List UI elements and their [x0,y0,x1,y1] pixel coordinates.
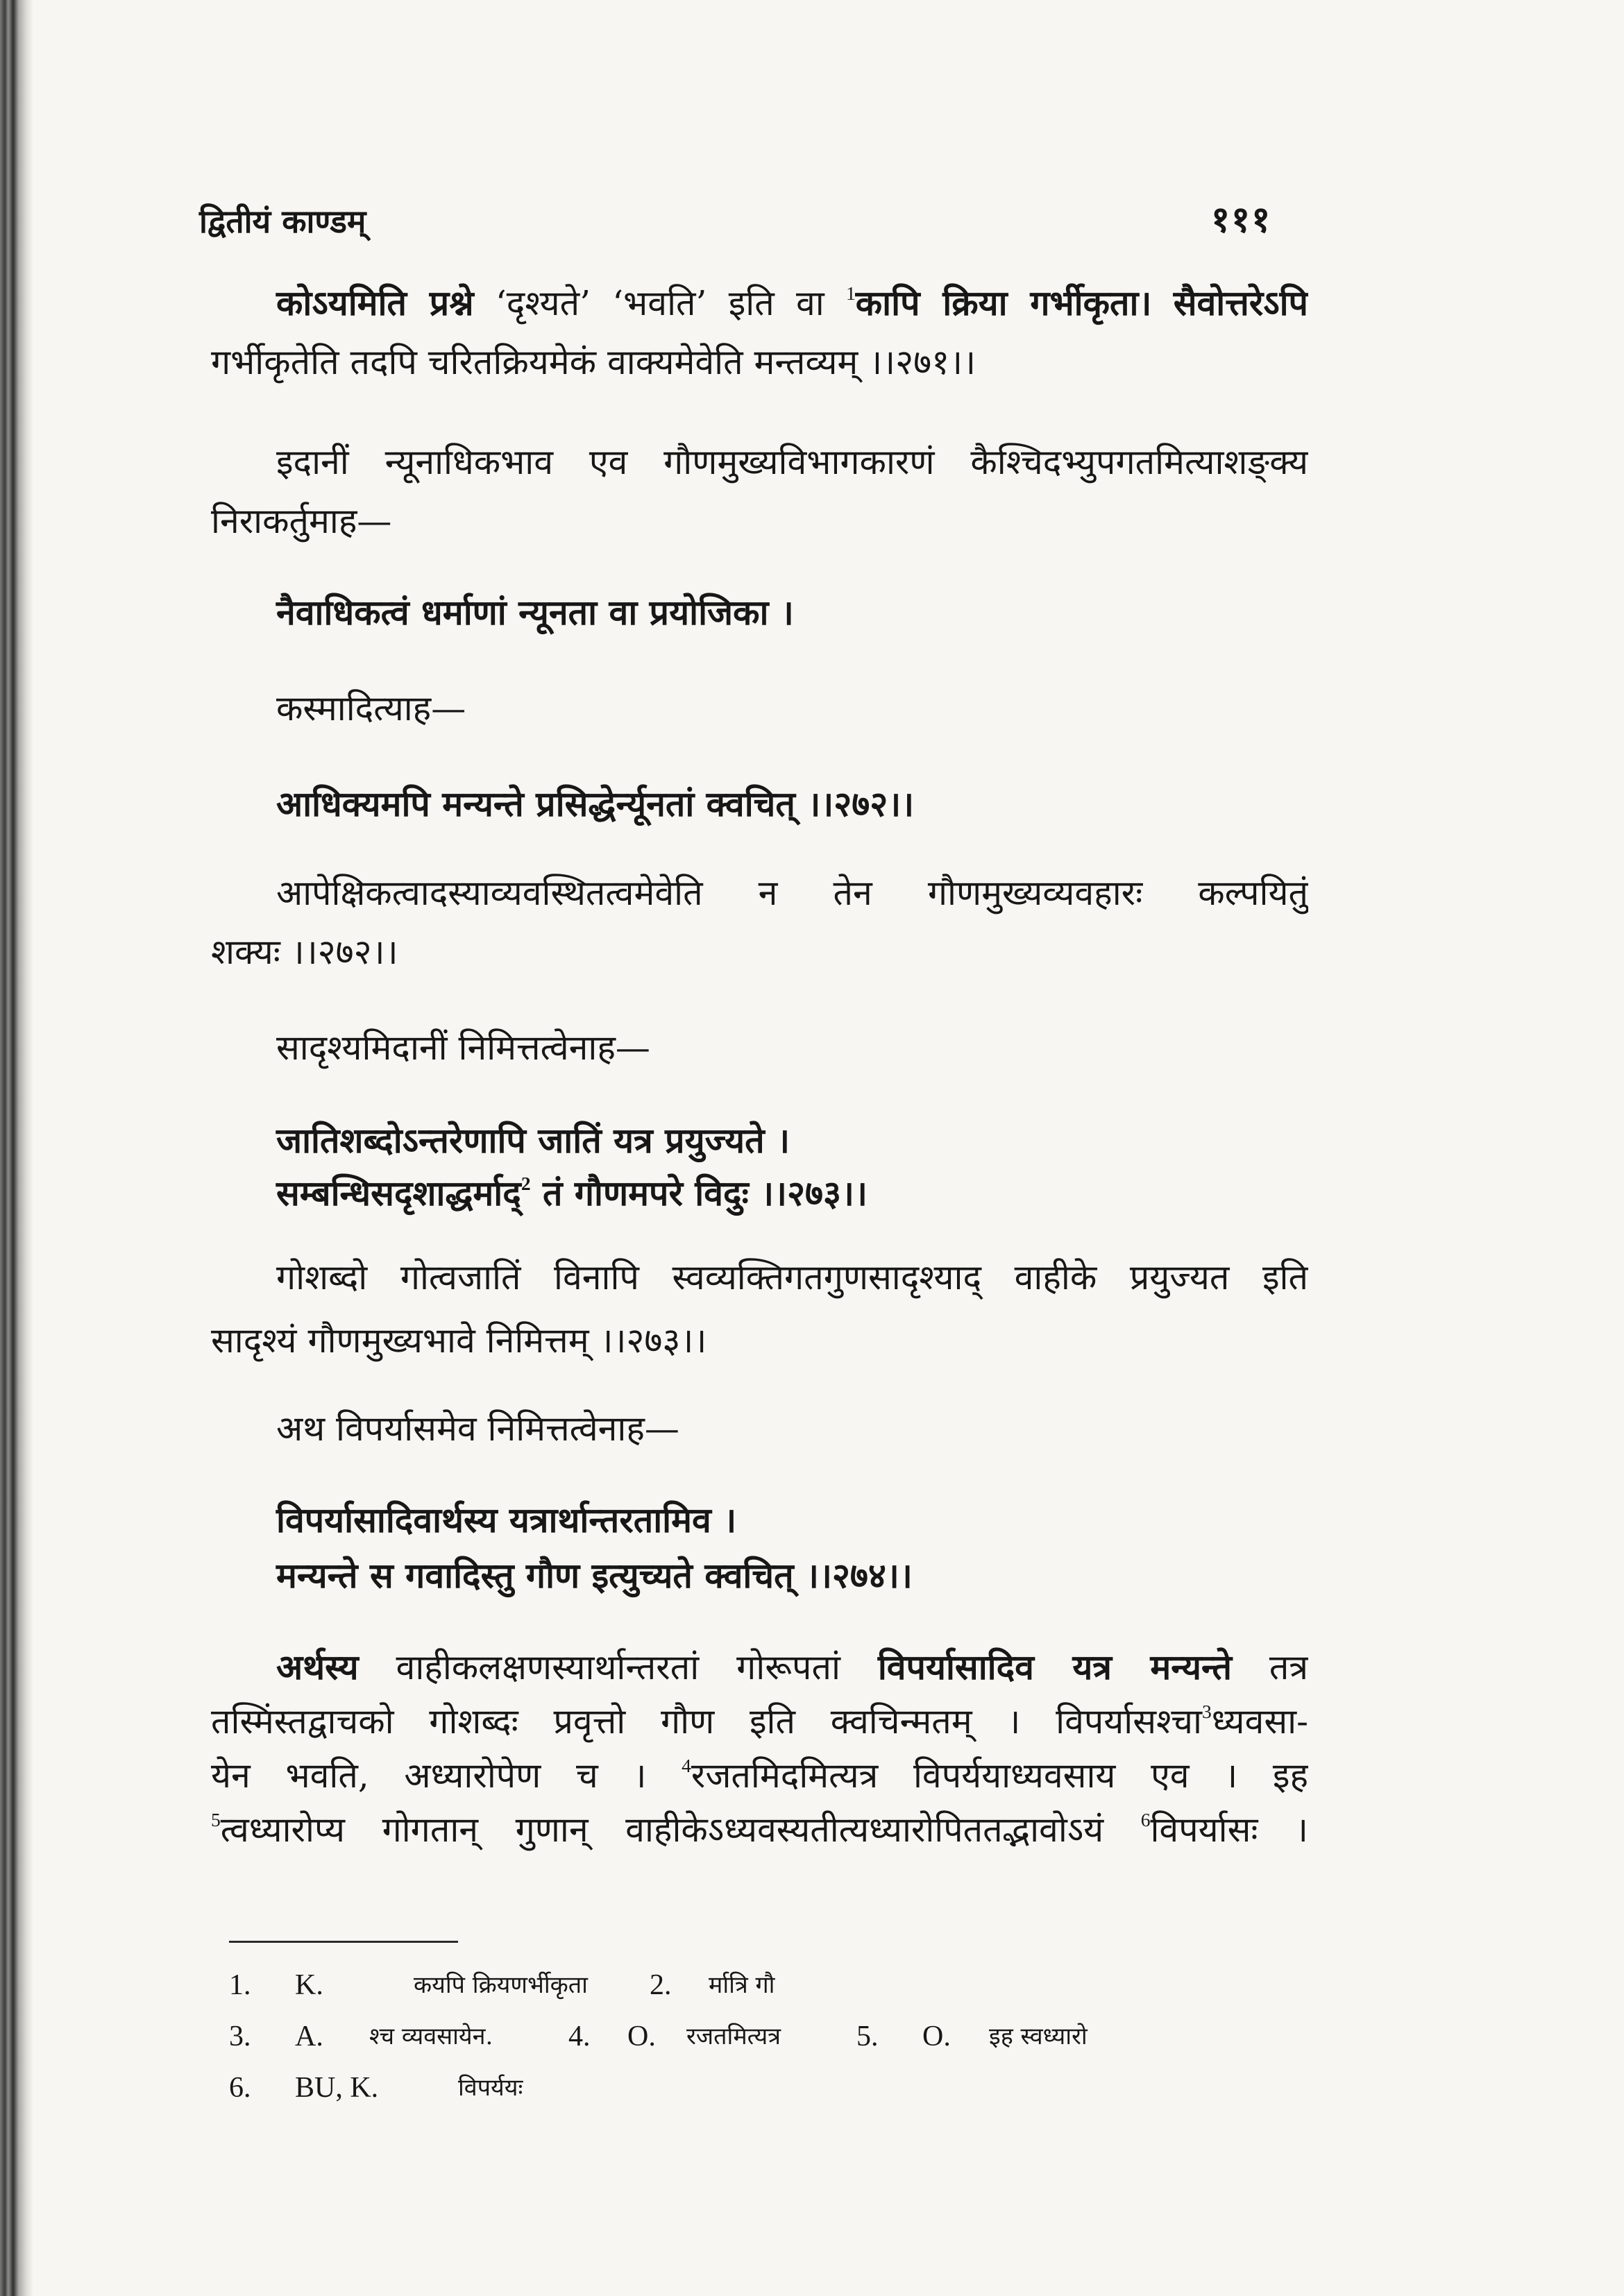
scan-edge-shadow [0,0,33,2296]
verse-line-1: विपर्यासादिवार्थस्य यत्रार्थान्तरतामिव । [276,1499,737,1540]
commentary-272 [211,864,1308,982]
text-segment: तत्र [1269,1647,1308,1687]
running-header-title: द्वितीयं काण्डम् [199,203,366,240]
footnote-reading: रजतमित्यत्र [686,2023,781,2050]
footnote-reading: र्मात्रि गौ [709,1971,775,1999]
footnote-reading: श्च व्यवसायेन. [369,2023,493,2050]
verse-segment: सम्बन्धिसदृशाद्धर्माद् [276,1173,521,1214]
introduction-272-line-1: इदानीं न्यूनाधिकभाव एव गौणमुख्यविभागकारणं कैश्चिदभ्युपगतमित्याशङ्क्य [276,442,1308,482]
karika-272-first-half [211,584,1308,642]
text-segment: ‘दृश्यते’ ‘भवति’ इति वा [495,283,824,323]
footnote-marker-6: 6 [1140,1809,1151,1830]
bold-lemma: सैवोत्तरेऽपि [1173,282,1308,323]
bold-lemma: कापि क्रिया गर्भीकृता। [855,282,1152,323]
bold-lemma: कोऽयमिति प्रश्ने [276,282,474,323]
commentary-274-line-1 [211,1640,1308,1694]
introduction-line: कस्मादित्याह— [276,688,466,729]
footnote-sigla: O. [922,2021,951,2052]
footnote-reading: इह स्वध्यारो [989,2023,1088,2050]
footnote-marker-2: 2 [521,1173,531,1194]
footnote-marker-1: 1 [846,282,856,304]
footnotes [229,1959,1270,2114]
commentary-274-line-3 [211,1749,1308,1803]
commentary-273-line-1: गोशब्दो गोत्वजातिं विनापि स्वव्यक्तिगतगुणसादृश्याद् वाहीके प्रयुज्यत इति [276,1257,1308,1298]
commentary-274 [211,1640,1308,1857]
verse-line-1: जातिशब्दोऽन्तरेणापि जातिं यत्र प्रयुज्यते । [276,1120,790,1161]
karika-272-second-half [211,775,1308,833]
introduction-272-second-half [211,679,1308,738]
footnote-marker-3: 3 [1202,1701,1212,1722]
footnote-row-2 [229,2011,1270,2062]
footnote-marker-4: 4 [682,1755,691,1776]
introduction-272 [211,433,1308,551]
commentary-271-line-1 [211,273,1308,333]
commentary-271 [211,273,1308,392]
commentary-271-line-2: गर्भीकृतेति तदपि चरितक्रियमेकं वाक्यमेवेति मन्तव्यम् ।।२७१।। [211,342,976,382]
text-segment: विपर्यासः । [1150,1810,1308,1850]
commentary-273 [211,1246,1308,1372]
footnote-row-3 [229,2062,1270,2114]
commentary-273-line-2: सादृश्यं गौणमुख्यभावे निमित्तम् ।।२७३।। [211,1320,707,1361]
footnote-marker-5: 5 [211,1809,221,1830]
footnote-separator-rule [229,1941,458,1943]
footnote-sigla: A. [295,2021,323,2052]
bold-lemma: अर्थस्य [276,1647,359,1687]
footnote-number: 3. [229,2021,251,2052]
introduction-273 [211,1019,1308,1077]
introduction-line: अथ विपर्यासमेव निमित्तत्वेनाह— [276,1409,679,1449]
footnote-reading: कयपि क्रियणर्भीकृता [414,1971,588,1999]
footnote-number: 1. [229,1969,251,2001]
introduction-274 [211,1400,1308,1458]
footnote-row-1 [229,1959,1270,2011]
footnote-reading: विपर्ययः [458,2074,523,2102]
commentary-272-line-2: शक्यः ।।२७२।। [211,932,398,972]
text-segment: त्वध्यारोप्य गोगतान् गुणान् वाहीकेऽध्यवस्यतीत्यध्यारोपिततद्भावोऽयं [220,1810,1104,1850]
footnote-sigla: O. [627,2021,656,2052]
verse-segment: तं गौणमपरे विदुः ।।२७३।। [542,1173,868,1214]
text-segment: ध्यवसा- [1211,1701,1308,1742]
bold-lemma: विपर्यासादिव यत्र मन्यन्ते [877,1647,1232,1687]
page-number: १११ [1211,198,1272,241]
commentary-272-line-1: आपेक्षिकत्वादस्याव्यवस्थितत्वमेवेति न तेन गौणमुख्यव्यवहारः कल्पयितुं [276,873,1308,913]
footnote-number: 2. [650,1969,672,2001]
introduction-line: सादृश्यमिदानीं निमित्तत्वेनाह— [276,1028,650,1068]
verse-line-2: मन्यन्ते स गवादिस्तु गौण इत्युच्यते क्वचित् ।।२७४।। [276,1555,913,1596]
footnote-sigla: K. [295,1969,323,2001]
introduction-272-line-2: निराकर्तुमाह— [211,501,392,541]
footnote-number: 4. [568,2021,591,2052]
footnote-sigla: BU, K. [295,2072,379,2104]
text-segment: तस्मिंस्तद्वाचको गोशब्दः प्रवृत्तो गौण इति क्वचिन्मतम् । विपर्यासश्चा [211,1701,1202,1742]
text-segment: वाहीकलक्षणस्यार्थान्तरतां गोरूपतां [396,1647,840,1687]
verse-line-2 [211,1167,1308,1220]
commentary-274-line-4 [211,1803,1308,1857]
footnote-number: 5. [856,2021,879,2052]
verse-line: नैवाधिकत्वं धर्माणां न्यूनता वा प्रयोजिका । [276,592,794,633]
footnote-number: 6. [229,2072,251,2104]
text-segment: येन भवति, अध्यारोपेण च । [211,1755,647,1796]
karika-273 [211,1114,1308,1220]
karika-274 [211,1493,1308,1604]
verse-line: आधिक्यमपि मन्यन्ते प्रसिद्धेर्न्यूनतां क्वचित् ।।२७२।। [276,783,915,824]
commentary-274-line-2 [211,1694,1308,1749]
text-segment: रजतमिदमित्यत्र विपर्ययाध्यवसाय एव । इह [691,1755,1308,1796]
